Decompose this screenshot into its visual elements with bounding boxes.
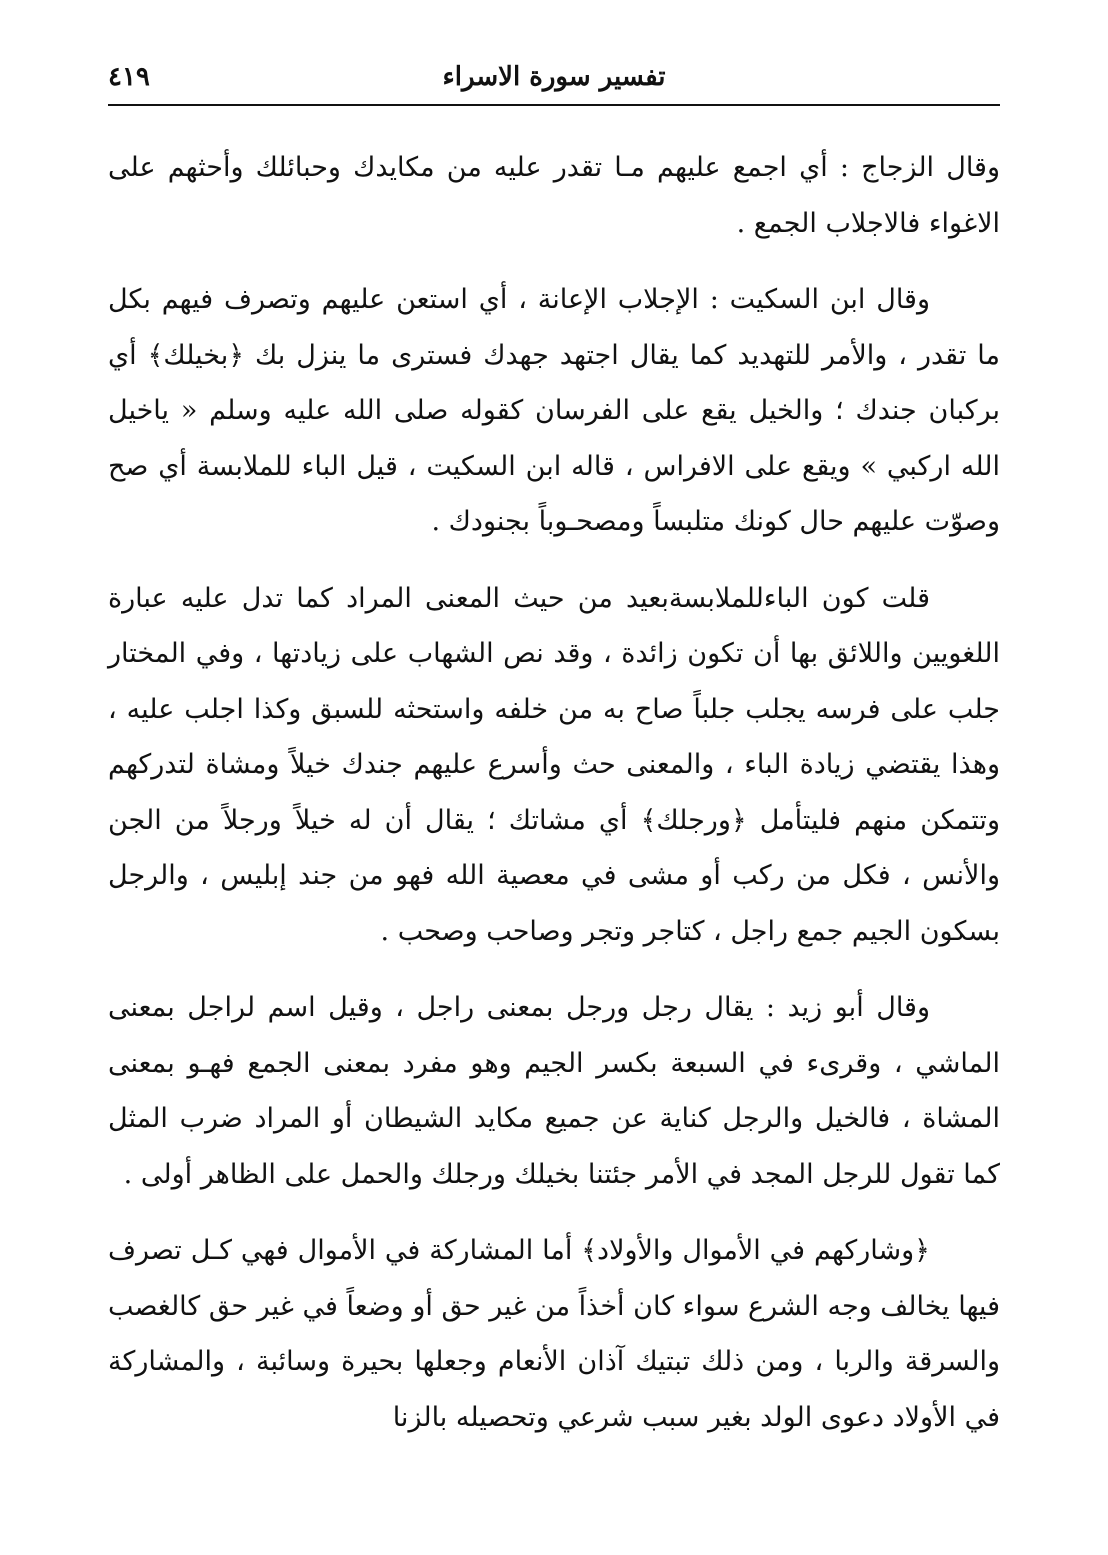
paragraph-ibn-sikkit: وقال ابن السكيت : الإجلاب الإعانة ، أي استعن عليهم وتصرف فيهم بكل ما تقدر ، والأمر للتهديد كما يقال اجتهد جهدك فسترى ما ينزل بك ﴿بخيلك﴾ أي بركبان جندك ؛ والخيل يقع على الفرسان كقوله صلى الله عليه وسلم « ياخيل الله اركبي » ويقع على الافراس ، قاله ابن السكيت ، قيل الباء للملابسة أي صح وصوّت عليهم حال كونك متلبساً ومصحـوباً بجنودك . — [108, 284, 1000, 537]
header-divider — [108, 104, 1000, 106]
paragraph-abu-zayd: وقال أبو زيد : يقال رجل ورجل بمعنى راجل ، وقيل اسم لراجل بمعنى الماشي ، وقرىء في السبعة بكسر الجيم وهو مفرد بمعنى الجمع فهـو بمعنى المشاة ، فالخيل والرجل كناية عن جميع مكايد الشيطان أو المراد ضرب المثل كما تقول للرجل المجد في الأمر جئتنا بخيلك ورجلك والحمل على الظاهر أولى . — [108, 992, 1000, 1190]
page-number: ٤١٩ — [108, 62, 150, 92]
page-title: تفسير سورة الاسراء — [442, 62, 666, 92]
page-body — [108, 140, 1000, 1445]
paragraph-musharaka: ﴿وشاركهم في الأموال والأولاد﴾ أما المشاركة في الأموال فهي كـل تصرف فيها يخالف وجه الشرع سواء كان أخذاً من غير حق أو وضعاً في غير حق كالغصب والسرقة والربا ، ومن ذلك تبتيك آذان الأنعام وجعلها بحيرة وسائبة ، والمشاركة في الأولاد دعوى الولد بغير سبب شرعي وتحصيله بالزنا — [108, 1235, 1000, 1433]
page-header — [108, 54, 1000, 102]
paragraph-qultu: قلت كون الباءللملابسةبعيد من حيث المعنى المراد كما تدل عليه عبارة اللغويين واللائق بها أن تكون زائدة ، وقد نص الشهاب على زيادتها ، وفي المختار جلب على فرسه يجلب جلباً صاح به من خلفه واستحثه للسبق وكذا اجلب عليه ، وهذا يقتضي زيادة الباء ، والمعنى حث وأسرع عليهم جندك خيلاً ومشاة لتدركهم وتتمكن منهم فليتأمل ﴿ورجلك﴾ أي مشاتك ؛ يقال أن له خيلاً ورجلاً من الجن والأنس ، فكل من ركب أو مشى في معصية الله فهو من جند إبليس ، والرجل بسكون الجيم جمع راجل ، كتاجر وتجر وصاحب وصحب . — [108, 582, 1000, 947]
paragraph-zajjaj: وقال الزجاج : أي اجمع عليهم مـا تقدر عليه من مكايدك وحبائلك وأحثهم على الاغواء فالاجلاب الجمع . — [108, 152, 1000, 239]
